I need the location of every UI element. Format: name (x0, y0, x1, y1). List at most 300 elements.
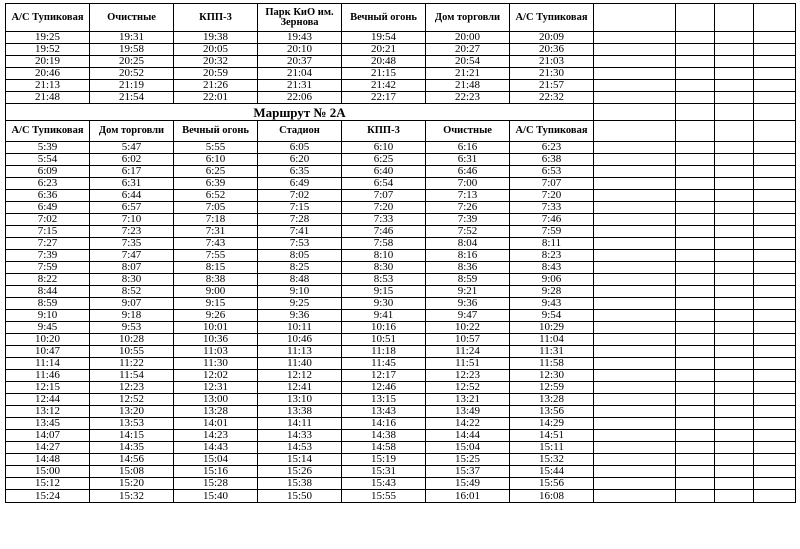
top-table-row-cell: 20:19 (6, 56, 90, 68)
route-table-row-cell: 10:55 (90, 346, 174, 358)
route-table-row-cell: 14:44 (426, 430, 510, 442)
timetable-body (6, 4, 796, 503)
top-header-row (6, 4, 796, 32)
route-header-row-cell: А/С Тупиковая (510, 121, 594, 142)
empty-cell (715, 178, 754, 190)
route-table-row-cell: 12:41 (258, 382, 342, 394)
route-table-row-cell: 11:58 (510, 358, 594, 370)
route-table-row-cell: 13:28 (174, 406, 258, 418)
empty-cell (676, 442, 715, 454)
empty-cell (715, 262, 754, 274)
route-table-row-cell: 12:59 (510, 382, 594, 394)
top-table-row-cell: 21:31 (258, 80, 342, 92)
empty-cell (754, 310, 796, 322)
route-table-row-cell: 7:27 (6, 238, 90, 250)
empty-cell (676, 190, 715, 202)
empty-cell (594, 262, 676, 274)
route-table-row-cell: 7:23 (90, 226, 174, 238)
route-table-row-cell: 9:53 (90, 322, 174, 334)
route-table-row-cell: 9:10 (6, 310, 90, 322)
empty-cell (754, 44, 796, 56)
empty-cell (715, 142, 754, 154)
empty-cell (676, 166, 715, 178)
empty-cell (594, 322, 676, 334)
top-table-row-cell: 20:36 (510, 44, 594, 56)
route-table-row-cell: 10:11 (258, 322, 342, 334)
top-table-row-cell: 22:06 (258, 92, 342, 104)
empty-cell (676, 202, 715, 214)
route-table-row-cell: 8:59 (426, 274, 510, 286)
route-table-row-cell: 13:10 (258, 394, 342, 406)
route-table-row-cell: 8:22 (6, 274, 90, 286)
empty-cell (754, 382, 796, 394)
route-table-row-cell: 6:31 (426, 154, 510, 166)
top-table-row-cell: 21:54 (90, 92, 174, 104)
empty-cell (715, 44, 754, 56)
empty-cell (754, 166, 796, 178)
empty-cell (715, 238, 754, 250)
route-table-row-cell: 8:43 (510, 262, 594, 274)
route-table-row-cell: 9:15 (342, 286, 426, 298)
route-table-row (6, 454, 796, 466)
route-table-row-cell: 9:47 (426, 310, 510, 322)
route-table-row-cell: 15:04 (174, 454, 258, 466)
top-table-row-cell: 20:37 (258, 56, 342, 68)
top-table-row (6, 44, 796, 56)
empty-cell (594, 68, 676, 80)
route-table-row-cell: 8:16 (426, 250, 510, 262)
route-table-row-cell: 7:55 (174, 250, 258, 262)
route-table-row-cell: 12:15 (6, 382, 90, 394)
empty-cell (676, 56, 715, 68)
empty-cell (754, 56, 796, 68)
empty-cell (715, 298, 754, 310)
empty-cell (715, 466, 754, 478)
route-table-row-cell: 8:38 (174, 274, 258, 286)
route-table-row-cell: 9:07 (90, 298, 174, 310)
empty-cell (715, 274, 754, 286)
empty-cell (676, 154, 715, 166)
route-table-row-cell: 12:46 (342, 382, 426, 394)
route-table-row-cell: 9:30 (342, 298, 426, 310)
top-table-row-cell: 21:15 (342, 68, 426, 80)
route-table-row-cell: 12:44 (6, 394, 90, 406)
route-table-row-cell: 6:57 (90, 202, 174, 214)
empty-cell (754, 442, 796, 454)
route-table-row-cell: 7:10 (90, 214, 174, 226)
route-table-row-cell: 7:26 (426, 202, 510, 214)
route-table-row-cell: 14:22 (426, 418, 510, 430)
route-table-row-cell: 15:37 (426, 466, 510, 478)
route-table-row-cell: 13:28 (510, 394, 594, 406)
empty-cell (676, 478, 715, 490)
route-table-row-cell: 13:56 (510, 406, 594, 418)
top-header-row-cell: А/С Тупиковая (6, 4, 90, 32)
empty-cell (754, 298, 796, 310)
route-table-row-cell: 9:28 (510, 286, 594, 298)
empty-cell (754, 214, 796, 226)
route-table-row-cell: 6:10 (342, 142, 426, 154)
route-table-row-cell: 13:00 (174, 394, 258, 406)
empty-cell (594, 286, 676, 298)
route-table-row-cell: 9:06 (510, 274, 594, 286)
route-table-row-cell: 15:44 (510, 466, 594, 478)
top-table-row-cell: 19:43 (258, 32, 342, 44)
top-table-row-cell: 20:46 (6, 68, 90, 80)
top-header-row-cell: Парк КиО им. Зернова (258, 4, 342, 32)
top-table-row-cell: 22:23 (426, 92, 510, 104)
route-table-row-cell: 10:22 (426, 322, 510, 334)
route-table-row-cell: 10:29 (510, 322, 594, 334)
route-table-row-cell: 8:04 (426, 238, 510, 250)
route-table-row-cell: 14:56 (90, 454, 174, 466)
route-table-row-cell: 9:21 (426, 286, 510, 298)
top-table-row-cell: 20:32 (174, 56, 258, 68)
route-table-row-cell: 13:15 (342, 394, 426, 406)
empty-cell (715, 250, 754, 262)
empty-cell (594, 214, 676, 226)
empty-cell (754, 490, 796, 503)
top-table-row-cell: 19:38 (174, 32, 258, 44)
empty-cell (754, 202, 796, 214)
route-table-row-cell: 7:43 (174, 238, 258, 250)
empty-cell (754, 406, 796, 418)
empty-cell (715, 430, 754, 442)
empty-cell (715, 56, 754, 68)
empty-cell (715, 190, 754, 202)
route-table-row (6, 250, 796, 262)
route-table-row-cell: 6:05 (258, 142, 342, 154)
top-header-row-cell: Очистные (90, 4, 174, 32)
route-table-row-cell: 15:24 (6, 490, 90, 503)
empty-cell (594, 358, 676, 370)
route-table-row-cell: 9:15 (174, 298, 258, 310)
route-table-row-cell: 8:30 (90, 274, 174, 286)
route-table-row-cell: 7:46 (510, 214, 594, 226)
top-table-row-cell: 19:31 (90, 32, 174, 44)
top-table-row-cell: 21:42 (342, 80, 426, 92)
top-table-row-cell: 20:52 (90, 68, 174, 80)
empty-cell (676, 382, 715, 394)
empty-cell (715, 490, 754, 503)
top-table-row-cell: 20:59 (174, 68, 258, 80)
route-header-row-cell: КПП-3 (342, 121, 426, 142)
route-table-row-cell: 12:30 (510, 370, 594, 382)
route-table-row-cell: 15:26 (258, 466, 342, 478)
top-table-row-cell: 20:10 (258, 44, 342, 56)
route-table-row-cell: 12:23 (90, 382, 174, 394)
route-table-row-cell: 14:16 (342, 418, 426, 430)
route-table-row-cell: 7:00 (426, 178, 510, 190)
empty-cell (715, 214, 754, 226)
route-table-row-cell: 11:54 (90, 370, 174, 382)
top-table-row-cell: 21:48 (426, 80, 510, 92)
route-table-row (6, 370, 796, 382)
route-table-row-cell: 7:18 (174, 214, 258, 226)
route-table-row-cell: 7:05 (174, 202, 258, 214)
route-table-row-cell: 11:22 (90, 358, 174, 370)
empty-cell (715, 346, 754, 358)
route-table-row-cell: 6:46 (426, 166, 510, 178)
route-table-row-cell: 6:49 (6, 202, 90, 214)
route-table-row-cell: 9:54 (510, 310, 594, 322)
empty-cell (594, 154, 676, 166)
route-table-row-cell: 15:32 (90, 490, 174, 503)
empty-cell (715, 322, 754, 334)
route-table-row-cell: 14:35 (90, 442, 174, 454)
route-table-row (6, 346, 796, 358)
top-table-row-cell: 21:48 (6, 92, 90, 104)
empty-cell (594, 334, 676, 346)
timetable (5, 3, 796, 503)
route-table-row-cell: 14:33 (258, 430, 342, 442)
route-table-row-cell: 10:01 (174, 322, 258, 334)
empty-cell (676, 262, 715, 274)
route-table-row (6, 310, 796, 322)
empty-cell (594, 121, 676, 142)
route-table-row-cell: 7:59 (6, 262, 90, 274)
route-table-row-cell: 10:46 (258, 334, 342, 346)
empty-cell (676, 310, 715, 322)
route-table-row-cell: 11:13 (258, 346, 342, 358)
route-table-row-cell: 8:30 (342, 262, 426, 274)
empty-cell (594, 202, 676, 214)
empty-cell (715, 382, 754, 394)
route-table-row-cell: 14:43 (174, 442, 258, 454)
empty-cell (594, 166, 676, 178)
route-table-row-cell: 7:46 (342, 226, 426, 238)
route-table-row-cell: 8:36 (426, 262, 510, 274)
route-table-row-cell: 7:02 (258, 190, 342, 202)
route-table-row-cell: 15:20 (90, 478, 174, 490)
empty-cell (754, 394, 796, 406)
route-table-row-cell: 6:16 (426, 142, 510, 154)
empty-cell (594, 490, 676, 503)
empty-cell (676, 214, 715, 226)
empty-cell (754, 142, 796, 154)
route-table-row-cell: 14:11 (258, 418, 342, 430)
route-table-row-cell: 7:28 (258, 214, 342, 226)
route-table-row-cell: 7:39 (6, 250, 90, 262)
route-table-row (6, 490, 796, 503)
route-table-row-cell: 12:52 (426, 382, 510, 394)
empty-cell (594, 80, 676, 92)
route-table-row-cell: 7:35 (90, 238, 174, 250)
route-table-row (6, 238, 796, 250)
route-header-row-cell: Очистные (426, 121, 510, 142)
route-table-row (6, 190, 796, 202)
route-table-row-cell: 6:39 (174, 178, 258, 190)
route-table-row-cell: 12:17 (342, 370, 426, 382)
empty-cell (594, 346, 676, 358)
route-table-row-cell: 15:40 (174, 490, 258, 503)
route-table-row-cell: 11:46 (6, 370, 90, 382)
empty-cell (715, 418, 754, 430)
route-table-row (6, 226, 796, 238)
top-table-row (6, 92, 796, 104)
route-table-row-cell: 14:07 (6, 430, 90, 442)
empty-cell (754, 454, 796, 466)
top-table-row (6, 32, 796, 44)
route-table-row-cell: 11:14 (6, 358, 90, 370)
route-table-row-cell: 7:41 (258, 226, 342, 238)
route-table-row-cell: 10:47 (6, 346, 90, 358)
route-table-row-cell: 9:00 (174, 286, 258, 298)
route-table-row-cell: 6:38 (510, 154, 594, 166)
empty-cell (676, 466, 715, 478)
top-table-row-cell: 21:30 (510, 68, 594, 80)
empty-cell (594, 430, 676, 442)
route-table-row-cell: 6:54 (342, 178, 426, 190)
empty-cell (715, 334, 754, 346)
empty-cell (754, 334, 796, 346)
route-table-row-cell: 6:25 (174, 166, 258, 178)
top-table-row-cell: 20:25 (90, 56, 174, 68)
route-table-row-cell: 12:23 (426, 370, 510, 382)
empty-cell (594, 32, 676, 44)
empty-cell (715, 394, 754, 406)
route-table-row-cell: 15:14 (258, 454, 342, 466)
empty-cell (754, 121, 796, 142)
empty-cell (676, 44, 715, 56)
empty-cell (676, 226, 715, 238)
route-table-row-cell: 5:55 (174, 142, 258, 154)
empty-cell (715, 442, 754, 454)
empty-cell (676, 286, 715, 298)
top-table-row-cell: 21:03 (510, 56, 594, 68)
top-table-row-cell: 21:21 (426, 68, 510, 80)
route-table-row (6, 478, 796, 490)
route-table-row-cell: 7:07 (510, 178, 594, 190)
route-table-row-cell: 11:31 (510, 346, 594, 358)
route-table-row-cell: 5:47 (90, 142, 174, 154)
route-table-row-cell: 8:44 (6, 286, 90, 298)
empty-cell (715, 104, 754, 121)
route-table-row (6, 286, 796, 298)
route-table-row-cell: 5:54 (6, 154, 90, 166)
top-table-row-cell: 20:00 (426, 32, 510, 44)
route-table-row (6, 394, 796, 406)
route-table-row-cell: 9:43 (510, 298, 594, 310)
route-table-row-cell: 6:40 (342, 166, 426, 178)
top-table-row-cell: 20:09 (510, 32, 594, 44)
route-table-row-cell: 6:17 (90, 166, 174, 178)
route-table-row-cell: 14:48 (6, 454, 90, 466)
empty-cell (594, 298, 676, 310)
empty-cell (754, 178, 796, 190)
empty-cell (715, 121, 754, 142)
empty-cell (754, 370, 796, 382)
route-table-row-cell: 9:45 (6, 322, 90, 334)
route-table-row-cell: 6:09 (6, 166, 90, 178)
route-table-row-cell: 15:43 (342, 478, 426, 490)
route-table-row-cell: 6:36 (6, 190, 90, 202)
top-table-row-cell: 19:52 (6, 44, 90, 56)
empty-cell (754, 92, 796, 104)
empty-cell (594, 370, 676, 382)
empty-cell (715, 32, 754, 44)
route-header-row (6, 121, 796, 142)
empty-cell (594, 310, 676, 322)
route-table-row-cell: 6:49 (258, 178, 342, 190)
route-table-row-cell: 5:39 (6, 142, 90, 154)
route-table-row-cell: 8:25 (258, 262, 342, 274)
empty-cell (676, 4, 715, 32)
route-table-row-cell: 8:05 (258, 250, 342, 262)
empty-cell (676, 322, 715, 334)
empty-cell (715, 310, 754, 322)
route-table-row-cell: 16:01 (426, 490, 510, 503)
route-table-row-cell: 8:48 (258, 274, 342, 286)
route-table-row-cell: 7:52 (426, 226, 510, 238)
route-table-row-cell: 12:31 (174, 382, 258, 394)
top-table-row-cell: 22:17 (342, 92, 426, 104)
route-table-row-cell: 6:53 (510, 166, 594, 178)
route-table-row-cell: 14:51 (510, 430, 594, 442)
empty-cell (676, 490, 715, 503)
route-table-row-cell: 8:53 (342, 274, 426, 286)
route-header-row-cell: Вечный огонь (174, 121, 258, 142)
route-table-row-cell: 7:20 (510, 190, 594, 202)
empty-cell (594, 478, 676, 490)
top-table-row (6, 68, 796, 80)
route-table-row-cell: 13:12 (6, 406, 90, 418)
top-table-row-cell: 22:01 (174, 92, 258, 104)
timetable-sheet (5, 3, 795, 545)
empty-cell (715, 478, 754, 490)
route-table-row-cell: 15:00 (6, 466, 90, 478)
top-table-row-cell: 19:25 (6, 32, 90, 44)
empty-cell (754, 238, 796, 250)
top-table-row-cell: 20:54 (426, 56, 510, 68)
top-table-row-cell: 20:48 (342, 56, 426, 68)
route-table-row (6, 442, 796, 454)
top-table-row-cell: 21:13 (6, 80, 90, 92)
top-table-row (6, 80, 796, 92)
empty-cell (676, 121, 715, 142)
top-header-row-cell: Вечный огонь (342, 4, 426, 32)
empty-cell (715, 68, 754, 80)
route-table-row-cell: 15:31 (342, 466, 426, 478)
route-table-row (6, 382, 796, 394)
route-table-row-cell: 9:41 (342, 310, 426, 322)
route-table-row-cell: 11:24 (426, 346, 510, 358)
route-table-row-cell: 14:58 (342, 442, 426, 454)
route-table-row-cell: 7:33 (342, 214, 426, 226)
route-table-row-cell: 8:11 (510, 238, 594, 250)
route-table-row-cell: 8:07 (90, 262, 174, 274)
route-table-row-cell: 9:18 (90, 310, 174, 322)
empty-cell (676, 370, 715, 382)
empty-cell (715, 92, 754, 104)
route-table-row-cell: 10:36 (174, 334, 258, 346)
route-table-row-cell: 6:52 (174, 190, 258, 202)
route-table-row-cell: 14:23 (174, 430, 258, 442)
empty-cell (715, 166, 754, 178)
top-table-row-cell: 21:04 (258, 68, 342, 80)
empty-cell (754, 286, 796, 298)
route-table-row-cell: 7:02 (6, 214, 90, 226)
empty-cell (594, 454, 676, 466)
empty-cell (676, 104, 715, 121)
route-table-row-cell: 15:55 (342, 490, 426, 503)
route-table-row-cell: 14:27 (6, 442, 90, 454)
route-table-row-cell: 6:23 (6, 178, 90, 190)
empty-cell (594, 382, 676, 394)
top-table-row-cell: 20:05 (174, 44, 258, 56)
empty-cell (754, 226, 796, 238)
route-table-row-cell: 10:51 (342, 334, 426, 346)
